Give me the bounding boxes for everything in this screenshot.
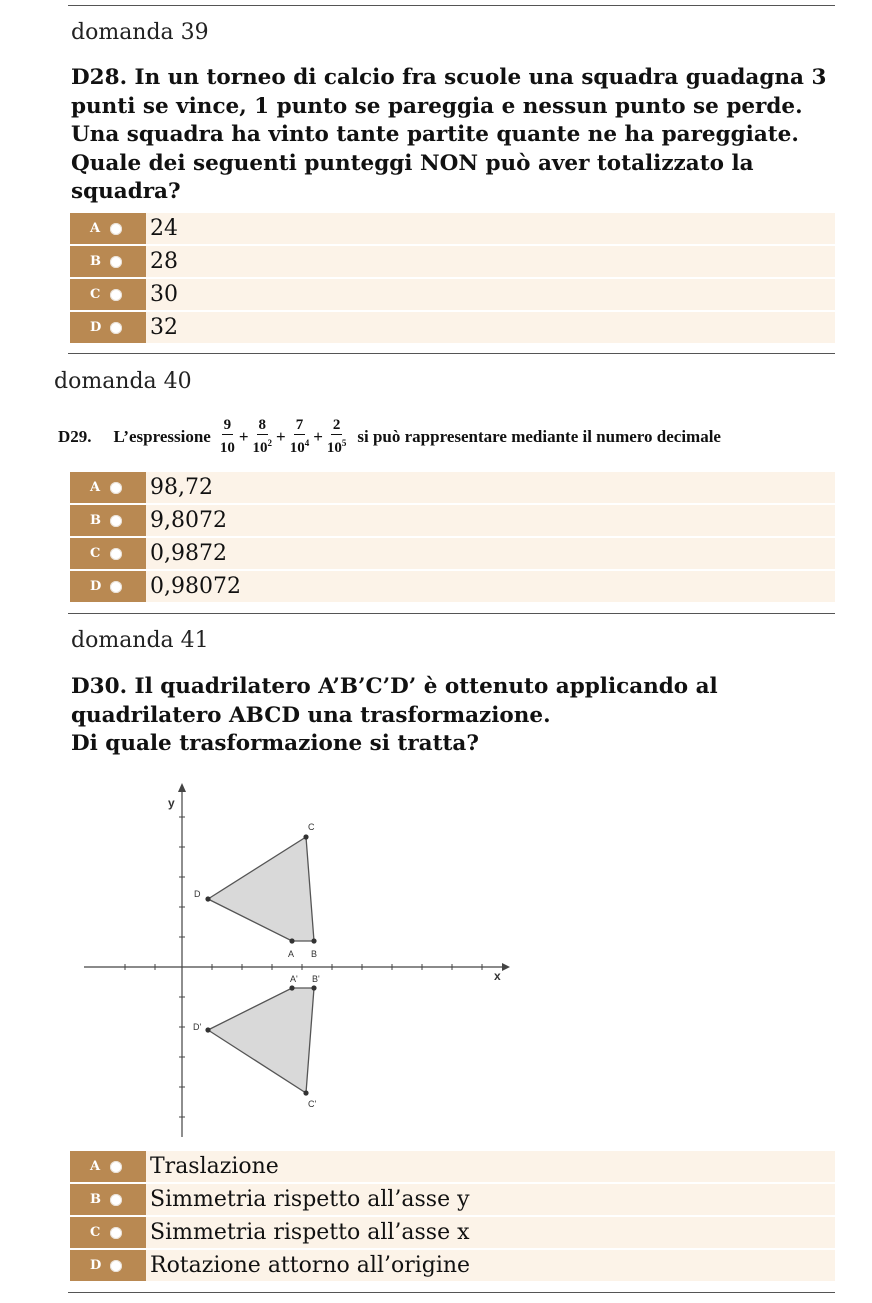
fraction: $\frac{2}{10^5}$ (326, 417, 347, 456)
point-a (289, 938, 294, 943)
label-d-prime: D' (193, 1022, 202, 1032)
radio-button[interactable] (110, 482, 122, 494)
option-text: Simmetria rispetto all’asse x (150, 1220, 470, 1245)
radio-button[interactable] (110, 548, 122, 560)
point-d (205, 896, 210, 901)
option-key (70, 571, 146, 602)
option-key (70, 1217, 146, 1248)
question-text: D29. L’espressione $\frac{9}{10}$ + $\frac{8}{10^2}$ + $\frac{7}{10^4}$ + $\frac{2}{10^5}$ si può rappresentare mediante il numero decimale (58, 417, 721, 456)
question-text: D30. Il quadrilatero A’B’C’D’ è ottenuto applicando al quadrilatero ABCD una trasformazione. Di quale trasformazione si tratta? (71, 674, 718, 756)
axis-label-y: y (168, 796, 175, 810)
option-letter: B (90, 513, 101, 528)
point-a-prime (289, 985, 294, 990)
radio-button[interactable] (110, 322, 122, 334)
option-letter: D (90, 320, 102, 335)
option-letter: A (90, 1159, 101, 1174)
point-c-prime (303, 1090, 308, 1095)
option-letter: D (90, 579, 102, 594)
option-key (70, 1151, 146, 1182)
answer-option-a[interactable] (70, 1151, 835, 1182)
option-key (70, 538, 146, 569)
option-key (70, 472, 146, 503)
divider (68, 1292, 835, 1293)
y-axis-arrow (178, 783, 186, 792)
label-b: B (311, 949, 318, 959)
option-key (70, 1184, 146, 1215)
option-letter: D (90, 1258, 102, 1273)
radio-button[interactable] (110, 1227, 122, 1239)
option-text: 9,8072 (150, 508, 227, 533)
answer-option-c[interactable] (70, 1217, 835, 1248)
option-key (70, 246, 146, 277)
option-key (70, 312, 146, 343)
point-b-prime (311, 985, 316, 990)
option-key (70, 1250, 146, 1281)
divider (68, 353, 835, 354)
label-a-prime: A' (290, 974, 298, 984)
option-text: 0,98072 (150, 574, 241, 599)
radio-button[interactable] (110, 1194, 122, 1206)
fraction: $\frac{9}{10}$ (219, 417, 235, 456)
question-number-label: domanda 40 (54, 369, 192, 394)
option-text: Rotazione attorno all’origine (150, 1253, 471, 1278)
question-number-label: domanda 41 (71, 628, 209, 653)
label-a: A (288, 949, 295, 959)
radio-button[interactable] (110, 581, 122, 593)
fraction: $\frac{7}{10^4}$ (289, 417, 310, 456)
answer-option-b[interactable] (70, 246, 835, 277)
option-text: 32 (150, 315, 178, 340)
question-number-label: domanda 39 (71, 20, 209, 45)
option-letter: A (90, 480, 101, 495)
option-text: 98,72 (150, 475, 213, 500)
divider (68, 613, 835, 614)
option-text: 30 (150, 282, 178, 307)
question-prefix: D29. (58, 427, 92, 446)
option-key (70, 279, 146, 310)
x-axis-arrow (502, 963, 510, 971)
question-intro: L’espressione (113, 427, 211, 446)
answer-option-d[interactable] (70, 1250, 835, 1281)
label-b-prime: B' (312, 974, 320, 984)
option-letter: C (90, 1225, 101, 1240)
option-key (70, 213, 146, 244)
fraction: $\frac{8}{10^2}$ (252, 417, 273, 456)
option-key (70, 505, 146, 536)
answer-option-c[interactable] (70, 538, 835, 569)
option-text: 24 (150, 216, 178, 241)
radio-button[interactable] (110, 515, 122, 527)
radio-button[interactable] (110, 289, 122, 301)
axis-label-x: x (494, 969, 501, 983)
option-letter: B (90, 1192, 101, 1207)
label-c: C (308, 822, 315, 832)
option-text: 28 (150, 249, 178, 274)
option-letter: C (90, 546, 101, 561)
option-letter: A (90, 221, 101, 236)
transformation-figure (80, 775, 520, 1145)
answer-option-d[interactable] (70, 571, 835, 602)
answer-option-b[interactable] (70, 1184, 835, 1215)
divider (68, 5, 835, 6)
answer-option-a[interactable] (70, 472, 835, 503)
point-c (303, 834, 308, 839)
answer-option-d[interactable] (70, 312, 835, 343)
option-letter: C (90, 287, 101, 302)
quadrilateral-a1b1c1d1 (208, 988, 314, 1093)
option-letter: B (90, 254, 101, 269)
quadrilateral-abcd (208, 837, 314, 941)
point-b (311, 938, 316, 943)
option-text: Traslazione (150, 1154, 279, 1179)
label-d: D (194, 889, 201, 899)
option-text: 0,9872 (150, 541, 227, 566)
question-text: D28. In un torneo di calcio fra scuole una squadra guadagna 3 punti se vince, 1 punto se pareggia e nessun punto se perde. Una squadra ha vinto tante partite quante ne ha pareggiate. Quale dei seguenti punteggi NON può aver totalizzato la squadra? (71, 65, 827, 204)
answer-option-c[interactable] (70, 279, 835, 310)
answer-option-a[interactable] (70, 213, 835, 244)
point-d-prime (205, 1027, 210, 1032)
radio-button[interactable] (110, 1161, 122, 1173)
radio-button[interactable] (110, 223, 122, 235)
radio-button[interactable] (110, 1260, 122, 1272)
radio-button[interactable] (110, 256, 122, 268)
answer-option-b[interactable] (70, 505, 835, 536)
label-c-prime: C' (308, 1099, 317, 1109)
option-text: Simmetria rispetto all’asse y (150, 1187, 470, 1212)
question-suffix: si può rappresentare mediante il numero decimale (357, 427, 721, 446)
